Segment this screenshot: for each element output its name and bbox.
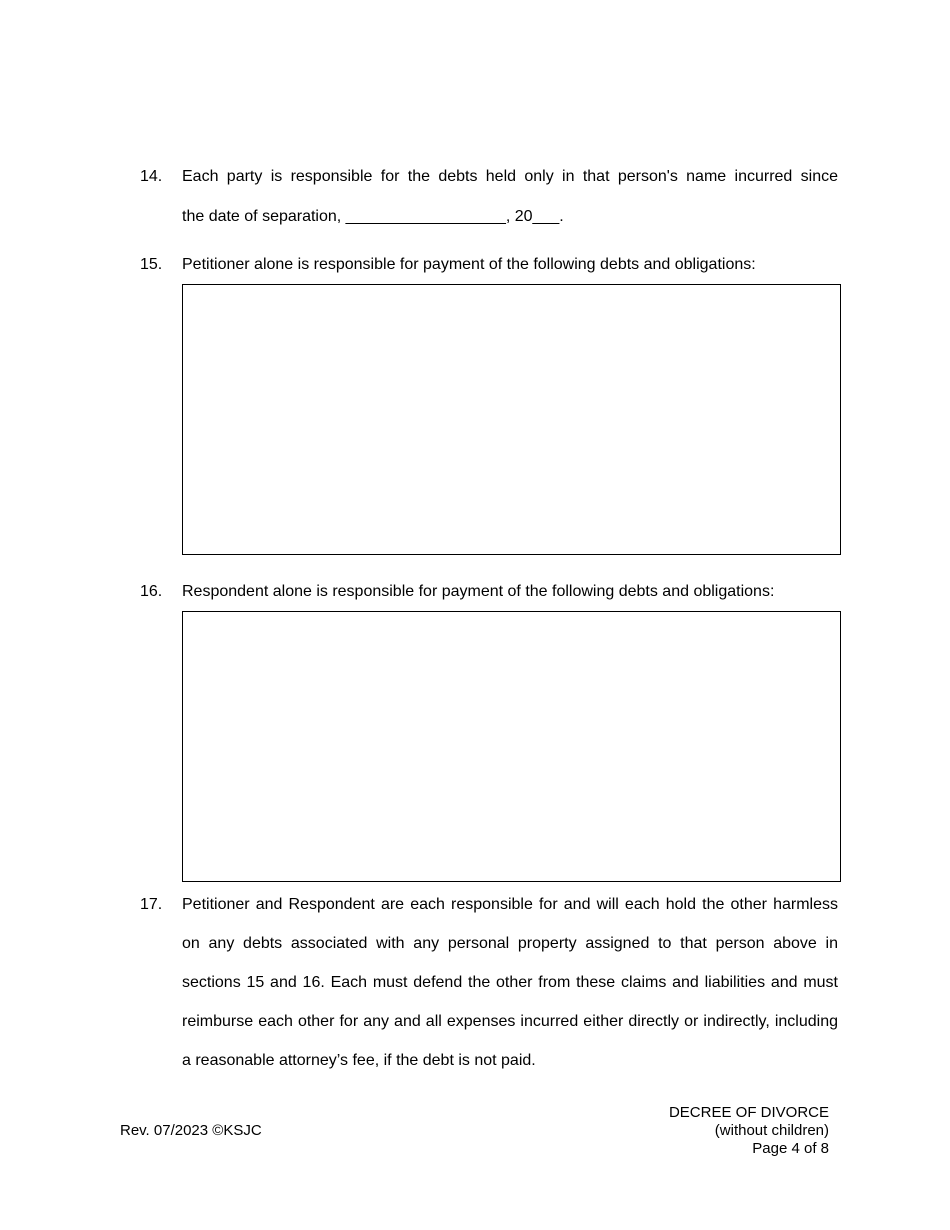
item-16-text: Respondent alone is responsible for payment of the following debts and obligations: <box>182 583 775 600</box>
doc-subtitle: (without children) <box>714 1122 829 1139</box>
doc-title: DECREE OF DIVORCE <box>668 1104 829 1121</box>
petitioner-debts-box[interactable] <box>182 284 841 555</box>
respondent-debts-box[interactable] <box>182 611 841 882</box>
footer-doc-info <box>669 1104 829 1158</box>
item-15-number: 15. <box>140 256 163 273</box>
item-16-number: 16. <box>140 583 163 600</box>
page-number: Page 4 of 8 <box>752 1140 829 1157</box>
item-15-text: Petitioner alone is responsible for payment of the following debts and obligations: <box>182 256 756 273</box>
item-14-text-line2: the date of separation, __________________, 20___. <box>182 208 564 225</box>
item-17-number: 17. <box>140 896 163 913</box>
item-17-text: Petitioner and Respondent are each responsible for and will each hold the other harmless on any debts associated with any personal property assigned to that person above in sections 15 and 16. Each must defend the other from these claims and liabilities and must reimburse each other for any and all expenses incurred either directly or indirectly, including a reasonable attorney’s fee, if the debt is not paid. <box>182 896 838 1069</box>
item-14-text-line1: Each party is responsible for the debts held only in that person's name incurred since <box>182 168 838 185</box>
item-14-number: 14. <box>140 168 163 185</box>
revision-label: Rev. 07/2023 ©KSJC <box>120 1122 262 1139</box>
